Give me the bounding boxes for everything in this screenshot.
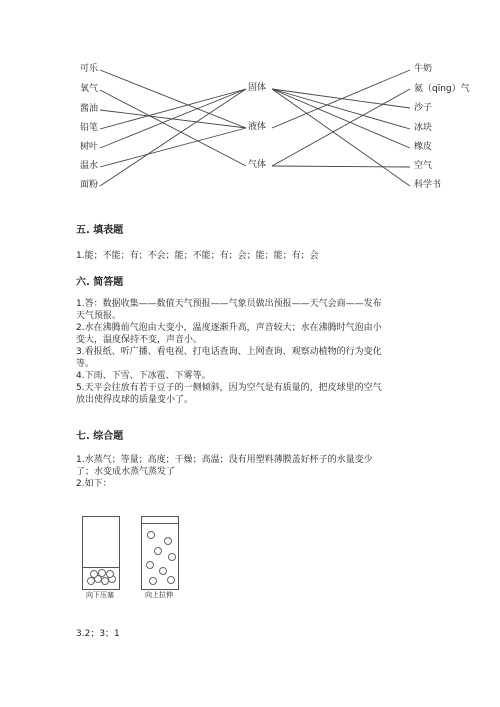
tube-piston-line	[142, 523, 178, 524]
left-item-shuye: 树叶	[80, 142, 99, 152]
line-wenshui-liquid	[100, 128, 246, 167]
section7-line: 1.水蒸气；等量；高度；干燥；高温；没有用塑料薄膜盖好杯子的水量变少	[76, 455, 373, 465]
tube-piston-line	[83, 567, 119, 568]
left-item-mianfen: 面粉	[80, 180, 99, 190]
section6-line: 变大，温度保持不变，声音小。	[76, 335, 203, 345]
particle	[90, 570, 98, 578]
section5-heading: 五. 填表题	[76, 225, 124, 236]
line-qianbi-solid	[100, 89, 246, 129]
section6-line: 1.答：数据收集——数值天气预报——气象员做出预报——天气会商——发布	[76, 299, 382, 309]
line-mianfen-solid	[100, 89, 246, 186]
left-item-wenshui: 温水	[80, 161, 99, 171]
particle	[154, 547, 162, 555]
particle	[159, 567, 167, 575]
section7-line: 了；水变成水蒸气蒸发了	[76, 467, 176, 477]
section6-answers	[76, 298, 436, 406]
left-item-jiangyou: 酱油	[80, 104, 99, 114]
particle	[149, 577, 157, 585]
section6-heading: 六. 简答题	[76, 277, 124, 288]
section7-line: 2.如下：	[76, 479, 112, 489]
section7-answers	[76, 454, 436, 490]
line-shuye-solid	[100, 89, 246, 148]
right-item-kongqi: 空气	[414, 161, 433, 171]
section7-heading: 七. 综合题	[76, 431, 124, 442]
left-item-qianbi: 铅笔	[80, 123, 99, 133]
line-gas-qingqi	[272, 89, 410, 166]
right-item-qingqi: 氦（qīng）气	[414, 84, 470, 94]
line-solid-shazi	[272, 89, 410, 108]
particle	[168, 553, 176, 561]
line-gas-kongqi	[272, 166, 410, 167]
section6-line: 天气预报。	[76, 311, 122, 321]
caption-compress: 向下压塞	[86, 591, 114, 599]
line-solid-kexueshu	[272, 89, 410, 186]
right-item-bingkuai: 冰块	[414, 123, 433, 133]
line-solid-bingkuai	[272, 89, 410, 129]
middle-item-solid: 固体	[248, 83, 267, 93]
left-item-kele: 可乐	[80, 64, 99, 74]
tube-expanded	[141, 516, 179, 590]
particle	[146, 561, 154, 569]
right-item-shazi: 沙子	[414, 103, 433, 113]
middle-item-gas: 气体	[248, 160, 267, 170]
section6-line: 5.天平会往放有若干豆子的一侧倾斜，因为空气是有质量的，把皮球里的空气	[76, 383, 382, 393]
particle	[167, 576, 175, 584]
section7-answer3: 3.2；3；1	[76, 629, 120, 639]
caption-expand: 向上拉伸	[145, 591, 173, 599]
middle-item-liquid: 液体	[248, 122, 267, 132]
particle	[147, 531, 155, 539]
section6-line: 2.水在沸腾前气泡由大变小，温度逐渐升高，声音较大；水在沸腾时气泡由小	[76, 323, 382, 333]
particle	[98, 569, 106, 577]
section6-line: 4.下雨、下雪、下冰雹、下雾等。	[76, 371, 211, 381]
particle	[164, 537, 172, 545]
right-item-kexueshu: 科学书	[414, 180, 442, 190]
line-liquid-niunai	[272, 70, 410, 128]
left-item-yangqi: 氧气	[80, 84, 99, 94]
line-solid-xiangpi	[272, 89, 410, 148]
section5-answer: 1.能；不能；有；不会；能；不能；有；会；能；能；有；会	[76, 251, 319, 261]
tube-compressed	[82, 516, 120, 590]
right-item-xiangpi: 橡皮	[414, 142, 433, 152]
section6-line: 等。	[76, 359, 95, 369]
section6-line: 放出使得皮球的质量变小了。	[76, 395, 194, 405]
section6-line: 3.看报纸、听广播、看电视、打电话查询、上网查询、观察动植物的行为变化	[76, 347, 382, 357]
line-yangqi-gas	[100, 90, 246, 166]
particle	[106, 570, 114, 578]
right-item-niunai: 牛奶	[414, 64, 433, 74]
